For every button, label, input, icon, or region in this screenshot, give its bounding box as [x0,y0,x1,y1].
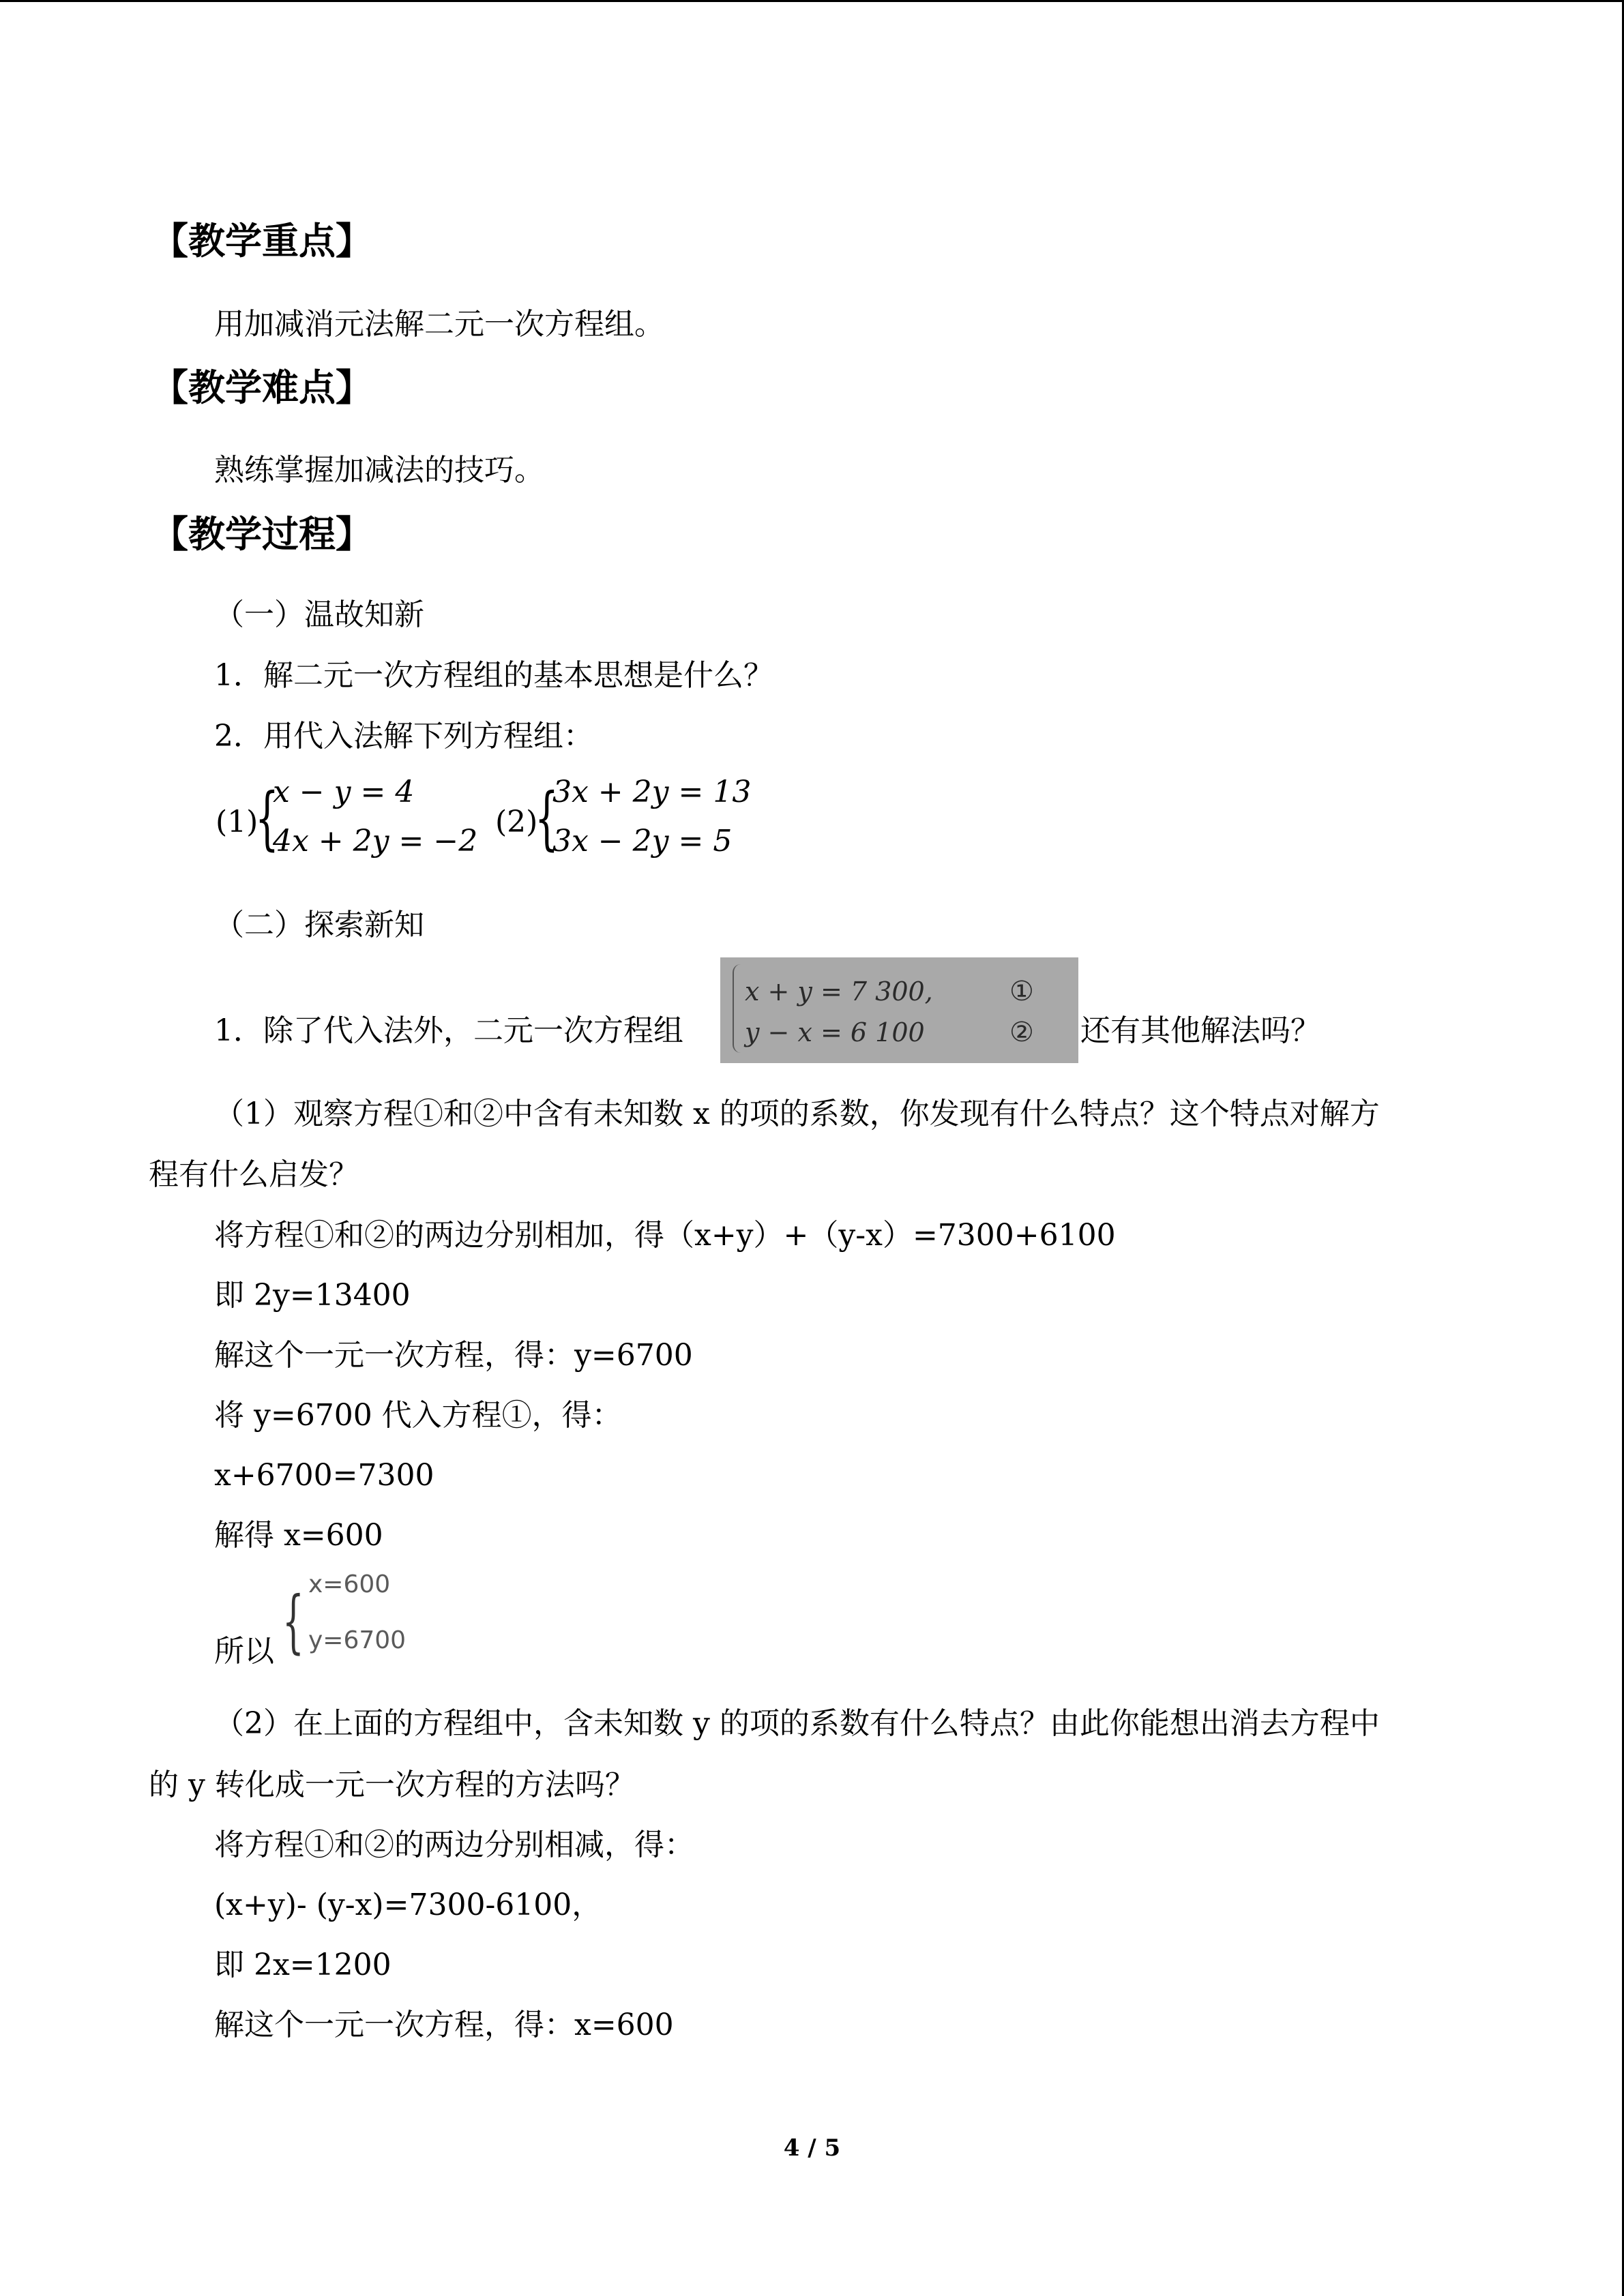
process-heading: 【教学过程】 [151,512,372,556]
explore-question-1-end: 还有其他解法吗？ [1080,1013,1320,1048]
system-1-equation-2: 4x + 2y = −2 [273,824,478,859]
image-equation-1: x + y = 7 300, [745,976,933,1007]
step-add-equations: 将方程①和②的两边分别相加，得（x+y）+（y-x）=7300+6100 [214,1218,1116,1253]
system-2-label: (2) [495,805,538,839]
so-label: 所以 [214,1634,274,1669]
review-title: （一）温故知新 [214,597,424,632]
brace-icon: { [255,778,279,858]
equation-system-1 [216,771,478,873]
step-solve-x: 解得 x=600 [214,1518,383,1553]
focus-text: 用加减消元法解二元一次方程组。 [214,307,664,342]
system-2-equation-1: 3x + 2y = 13 [552,775,752,809]
step-solve-x-again: 解这个一元一次方程，得：x=600 [214,2008,674,2042]
equation-system-2 [495,771,752,873]
step-result-2x: 即 2x=1200 [214,1948,392,1982]
system-1-equation-1: x − y = 4 [273,775,415,809]
review-question-2: 2．用代入法解下列方程组： [214,719,593,754]
step-substitute-y: 将 y=6700 代入方程①，得： [214,1398,622,1433]
step-solve-y: 解这个一元一次方程，得：y=6700 [214,1338,693,1373]
image-equation-2: y − x = 6 100 [745,1017,925,1047]
step-subtract-equations: 将方程①和②的两边分别相减，得： [214,1828,694,1862]
system-2-equation-2: 3x − 2y = 5 [552,824,733,859]
image-equation-2-mark: ② [1009,1017,1034,1048]
explore-question-1-start: 1．除了代入法外，二元一次方程组 [214,1013,683,1048]
equation-image [720,957,1078,1063]
page-number: 4 / 5 [783,2134,841,2162]
solution-x: x=600 [308,1570,391,1598]
step-result-2y: 即 2y=13400 [214,1278,411,1313]
solution-y: y=6700 [308,1626,407,1654]
system-1-label: (1) [216,805,259,839]
explore-paragraph-2-line-1: （2）在上面的方程组中，含未知数 y 的项的系数有什么特点？由此你能想出消去方程中 [214,1706,1380,1741]
explore-title: （二）探索新知 [214,908,424,942]
explore-paragraph-1-line-2: 程有什么启发？ [149,1157,359,1192]
step-equation-x: x+6700=7300 [214,1458,434,1493]
solution-system [278,1563,415,1665]
difficulty-heading: 【教学难点】 [151,366,372,409]
image-equation-1-mark: ① [1009,976,1034,1007]
step-subtraction-expression: (x+y)- (y-x)=7300-6100， [214,1888,602,1922]
brace-icon [733,964,741,1053]
difficulty-text: 熟练掌握加减法的技巧。 [214,453,544,488]
brace-icon: { [535,778,559,858]
review-question-1: 1．解二元一次方程组的基本思想是什么？ [214,658,773,693]
explore-paragraph-2-line-2: 的 y 转化成一元一次方程的方法吗？ [149,1768,635,1802]
page-border-top [0,0,1624,2]
focus-heading: 【教学重点】 [151,219,372,263]
brace-icon: { [282,1581,304,1661]
explore-paragraph-1-line-1: （1）观察方程①和②中含有未知数 x 的项的系数，你发现有什么特点？这个特点对解方 [214,1097,1380,1131]
